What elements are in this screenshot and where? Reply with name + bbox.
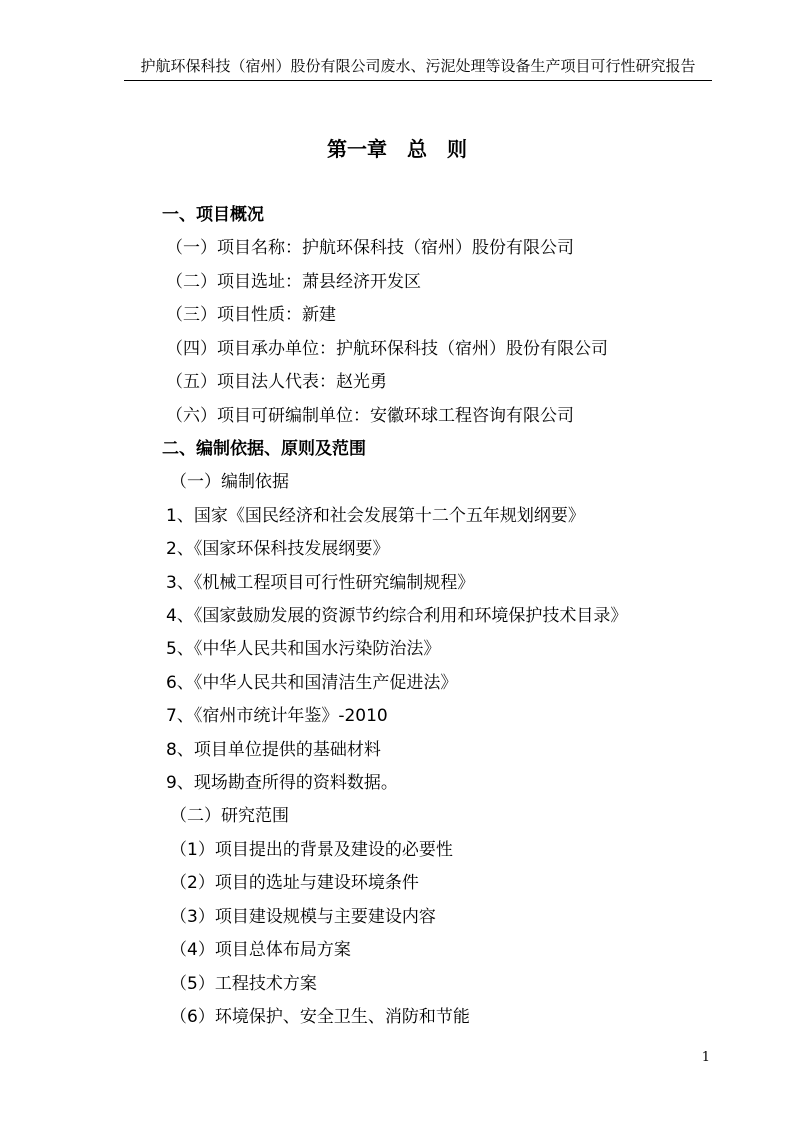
overview-item-legal-rep: （五）项目法人代表：赵光勇	[166, 372, 387, 392]
overview-item-name: （一）项目名称：护航环保科技（宿州）股份有限公司	[166, 238, 574, 258]
scope-item: （2）项目的选址与建设环境条件	[170, 873, 419, 893]
overview-item-sponsor: （四）项目承办单位：护航环保科技（宿州）股份有限公司	[166, 339, 608, 359]
subheading-scope: （二）研究范围	[170, 806, 289, 826]
scope-item: （1）项目提出的背景及建设的必要性	[170, 840, 453, 860]
running-header: 护航环保科技（宿州）股份有限公司废水、污泥处理等设备生产项目可行性研究报告	[140, 57, 696, 75]
section-heading-basis: 二、编制依据、原则及范围	[162, 439, 366, 459]
basis-item: 4、《国家鼓励发展的资源节约综合利用和环境保护技术目录》	[166, 606, 628, 626]
basis-item: 3、《机械工程项目可行性研究编制规程》	[166, 573, 475, 593]
page-number: 1	[701, 1050, 710, 1065]
overview-item-location: （二）项目选址：萧县经济开发区	[166, 272, 421, 292]
scope-item: （6）环境保护、安全卫生、消防和节能	[170, 1007, 470, 1027]
basis-item: 6、《中华人民共和国清洁生产促进法》	[166, 673, 458, 693]
overview-item-author: （六）项目可研编制单位：安徽环球工程咨询有限公司	[166, 406, 574, 426]
overview-item-nature: （三）项目性质：新建	[166, 305, 336, 325]
scope-item: （4）项目总体布局方案	[170, 940, 351, 960]
basis-item: 8、项目单位提供的基础材料	[166, 740, 381, 760]
section-heading-overview: 一、项目概况	[162, 205, 264, 225]
basis-item: 2、《国家环保科技发展纲要》	[166, 539, 390, 559]
basis-item: 5、《中华人民共和国水污染防治法》	[166, 639, 441, 659]
chapter-title: 第一章 总 则	[327, 137, 467, 161]
scope-item: （3）项目建设规模与主要建设内容	[170, 907, 436, 927]
basis-item: 1、国家《国民经济和社会发展第十二个五年规划纲要》	[166, 506, 585, 526]
basis-item: 7、《宿州市统计年鉴》-2010	[166, 706, 388, 726]
basis-item: 9、现场勘查所得的资料数据。	[166, 773, 398, 793]
scope-item: （5）工程技术方案	[170, 974, 317, 994]
subheading-basis: （一）编制依据	[170, 472, 289, 492]
